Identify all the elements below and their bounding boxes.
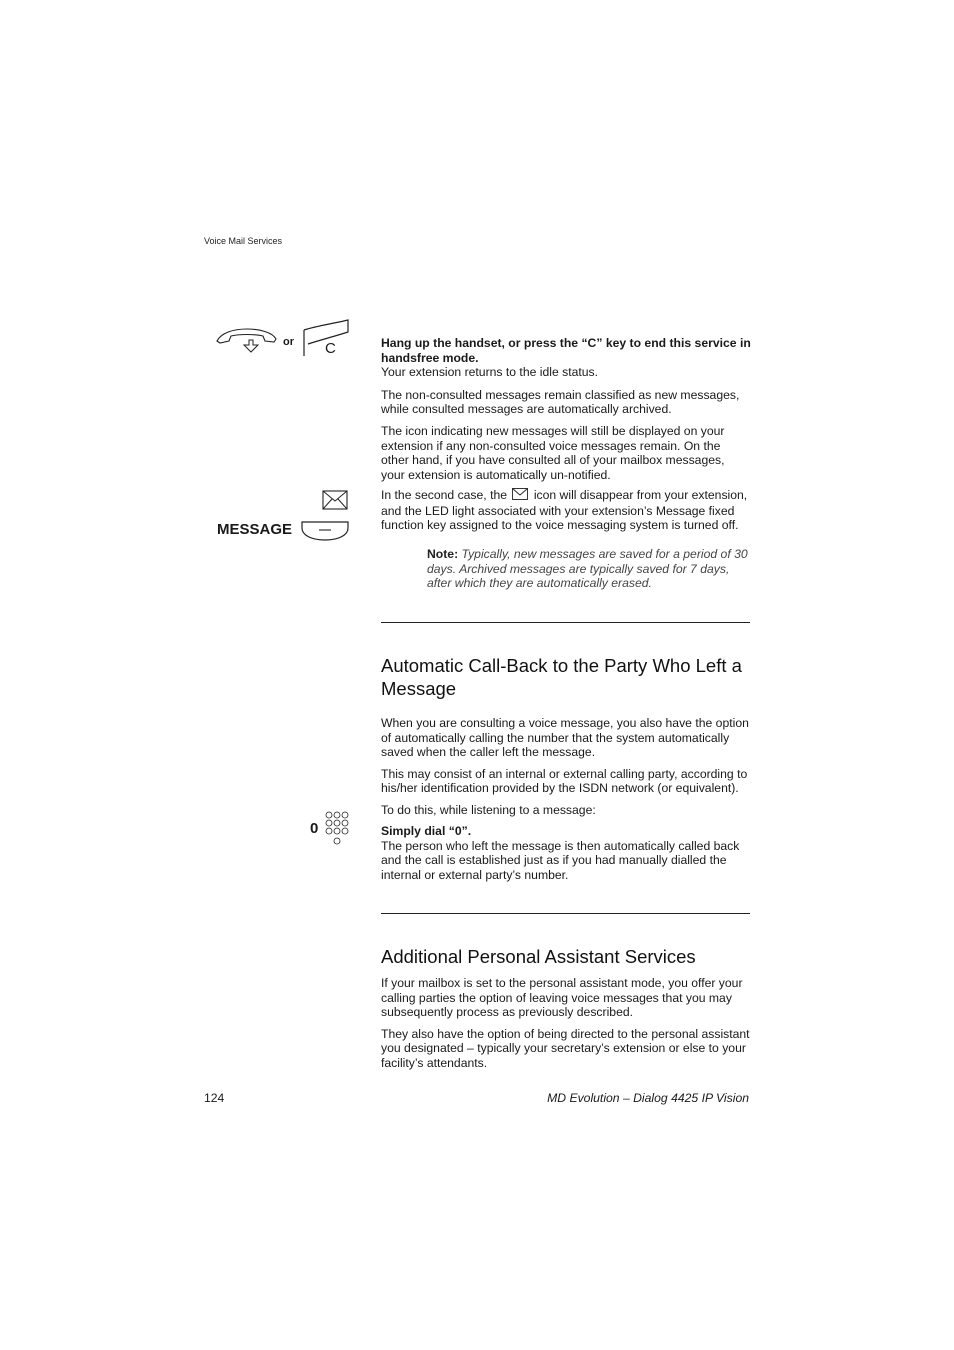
- handset-hangup-icon: [215, 327, 279, 353]
- second-case-text: [381, 488, 751, 533]
- note-text: Typically, new messages are saved for a period of 30 days. Archived messages are typically saved for 7 days, after which they are automatically erased.: [427, 547, 748, 591]
- call-back-result-text: The person who left the message is then automatically called back and the call is established just as if you had manually dialled the internal or external party’s number.: [381, 838, 740, 882]
- section-title-call-back: Automatic Call-Back to the Party Who Left a Message: [381, 655, 742, 699]
- message-key-icon: [301, 520, 349, 542]
- section-divider: [381, 622, 750, 623]
- icon-display-text: The icon indicating new messages will still be displayed on your extension if any non-consulted voice messages remain. On the other hand, if you have consulted all of your mailbox messages, your extension is automatically un-notified.: [381, 423, 725, 482]
- personal-assistant-mode-text: If your mailbox is set to the personal assistant mode, you offer your calling parties the option of leaving voice messages that you may subsequently process as previously described.: [381, 976, 743, 1020]
- section-title-personal-assistant: Additional Personal Assistant Services: [381, 946, 696, 967]
- retention-note: [427, 547, 749, 591]
- calling-party-text: This may consist of an internal or external calling party, according to his/her identification provided by the ISDN network (or equivalent).: [381, 766, 748, 796]
- page-number: 124: [204, 1091, 225, 1105]
- message-classification-text: The non-consulted messages remain classified as new messages, while consulted messages are automatically archived.: [381, 387, 740, 417]
- keypad-icon: [325, 811, 351, 847]
- or-label: or: [283, 336, 294, 348]
- second-case-text-end: icon will disappear from your extension, and the LED light associated with your extension’s Message fixed function key assigned to the voice messaging system is turned off.: [381, 488, 748, 533]
- while-listening-text: To do this, while listening to a message:: [381, 802, 596, 817]
- section-divider: [381, 913, 750, 914]
- product-name: MD Evolution – Dialog 4425 IP Vision: [547, 1091, 749, 1105]
- message-key-label: MESSAGE: [217, 521, 293, 538]
- call-back-intro-text: When you are consulting a voice message, you also have the option of automatically calling the number that the system automatically saved when the caller left the message.: [381, 716, 749, 760]
- second-case-text-start: In the second case, the: [381, 488, 508, 502]
- hang-up-instruction: Hang up the handset, or press the “C” key to end this service in handsfree mode.: [381, 336, 751, 365]
- inline-envelope-icon: [512, 488, 528, 504]
- designated-assistant-text: They also have the option of being directed to the personal assistant you designated – typically your secretary’s extension or else to your facility’s attendants.: [381, 1026, 750, 1070]
- zero-key-label: 0: [310, 820, 319, 837]
- running-header: Voice Mail Services: [204, 236, 283, 246]
- note-label: Note:: [427, 547, 459, 561]
- dial-zero-instruction: Simply dial “0”.: [381, 824, 472, 838]
- idle-status-text: Your extension returns to the idle status.: [381, 365, 599, 380]
- c-key-letter: C: [325, 340, 336, 357]
- envelope-icon: [322, 490, 348, 510]
